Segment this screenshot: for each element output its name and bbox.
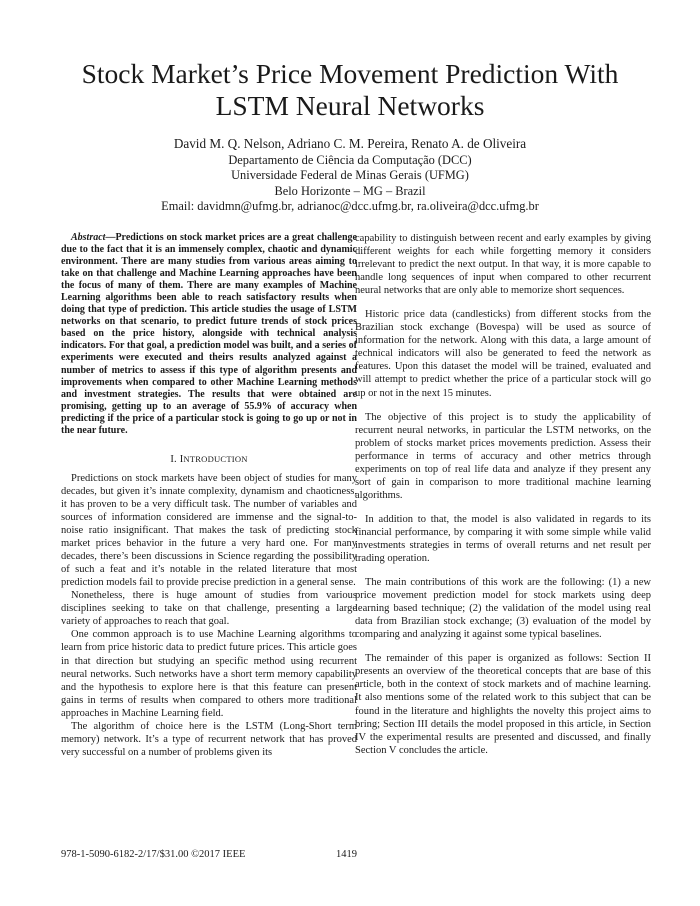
section-first-letter: I — [179, 453, 184, 465]
abstract-text: —Predictions on stock market prices are a great challenge due to the fact that it is an immensely complex, chaotic and dynamic environment. There are many studies from various areas aiming to take on that challenge and Machine Learning approaches have been the focus of many of them. There are many examples of Machine Learning algorithms been able to reach satisfactory results when doing that type of prediction. This article studies the usage of LSTM networks on that scenario, to predict future trends of stock prices based on the price history, alongside with technical analysis indicators. For that goal, a prediction model was built, and a series of experiments were executed and theirs results analyzed against a number of metrics to assess if this type of algorithm presents and improvements when compared to other Machine Learning methods and investment strategies. The results that were obtained are promising, getting up to an average of 55.9% of accuracy when predicting if the price of a particular stock is going to go up or not in the near future. — [61, 232, 357, 436]
section-number: I. — [170, 453, 180, 465]
footer-isbn: 978-1-5090-6182-2/17/$31.00 ©2017 IEEE — [61, 849, 246, 860]
body-paragraph: The algorithm of choice here is the LSTM (Long-Short term memory) network. It’s a type of recurrent network that has proved very successful on a number of problems given its — [61, 720, 357, 758]
body-paragraph: The main contributions of this work are the following: (1) a new price movement prediction model for stock markets using deep learning based technique; (2) the validation of the model using real data from Brazilian stock exchange; (3) evaluation of the model by comparing and analyzing it against some typical baselines. — [355, 577, 651, 641]
section-title-rest: NTRODUCTION — [183, 453, 248, 464]
body-paragraph: Historic price data (candlesticks) from different stocks from the Brazilian stock exchange (Bovespa) will be used as source of information for the network. Along with this data, a large amount of technical indicators will also be generated to feed the network as features. Upon this dataset the model will be trained, evaluated and will attempt to predict whether the price of a particular stock will go up or not in the next 15 minutes. — [355, 309, 651, 399]
body-paragraph: One common approach is to use Machine Learning algorithms to learn from price historic data to predict future prices. This article goes in that direction but studying an specific method using recurrent neural networks. Such networks have a short term memory capability and the hypothesis to explore here is that this feature can present gains in terms of results when compared to others more traditional approaches in Machine Learning field. — [61, 629, 357, 719]
paper-title — [40, 58, 660, 122]
author-names: David M. Q. Nelson, Adriano C. M. Pereira, Renato A. de Oliveira — [173, 136, 527, 151]
right-column — [355, 232, 651, 757]
left-column — [61, 232, 357, 759]
body-paragraph: capability to distinguish between recent and early examples by giving different weights for each while forgetting memory it considers irrelevant to predict the next output. In that way, it is more capable to handle long sequences of input when compared to other recurrent neural networks that are only able to memorize short sequences. — [355, 233, 651, 297]
body-paragraph: Predictions on stock markets have been object of studies for many decades, but given it’s innate complexity, dynamism and chaoticness, it has proven to be a very difficult task. The number of variables and sources of information considered are immense and the signal-to-noise ratio insignificant. That makes the task of predicting stock market prices behavior in the future a very hard one. For many decades, there’s been discussions in Science regarding the possibility of such a feat and it’s notable in the related literature that most prediction models fail to provide precise prediction in a general sense. — [61, 472, 357, 589]
section-heading-introduction — [61, 453, 357, 466]
author-university: Universidade Federal de Minas Gerais (UFMG) — [231, 168, 469, 183]
body-paragraph: Nonetheless, there is huge amount of studies from various disciplines seeking to take on that challenge, presenting a large variety of approaches to reach that goal. — [61, 590, 357, 628]
body-paragraph: The objective of this project is to study the applicability of recurrent neural networks, in particular the LSTM networks, on the problem of stocks market prices movements prediction. Assess their performance in terms of accuracy and other metrics through experiments on top of real life data and analyze if they present any sort of gain in comparison to more traditional machine learning algorithms. — [355, 411, 651, 501]
author-department: Departamento de Ciência da Computação (DCC) — [228, 152, 472, 167]
abstract-label: Abstract — [71, 232, 106, 243]
author-email: Email: davidmn@ufmg.br, adrianoc@dcc.ufmg.br, ra.oliveira@dcc.ufmg.br — [161, 199, 539, 214]
title-line-2: LSTM Neural Networks — [215, 90, 485, 121]
body-paragraph: The remainder of this paper is organized as follows: Section II presents an overview of the theoretical concepts that are base of this article, both in the context of stock markets and of machine learning. It also mentions some of the related work to this subject that can be found in the literature and highlights the novelty this project aims to bring; Section III details the model proposed in this article, in Section IV the experimental results are presented and discussed, and finally Section V concludes the article. — [355, 653, 651, 756]
author-block — [40, 136, 660, 215]
title-line-1: Stock Market’s Price Movement Prediction With — [81, 58, 619, 89]
author-location: Belo Horizonte – MG – Brazil — [274, 183, 426, 198]
footer-page-number: 1419 — [336, 849, 357, 860]
body-paragraph: In addition to that, the model is also validated in regards to its financial performance, by comparing it with some simple while valid investments strategies in terms of overall returns and net result per trading operation. — [355, 513, 651, 565]
abstract — [61, 232, 357, 437]
